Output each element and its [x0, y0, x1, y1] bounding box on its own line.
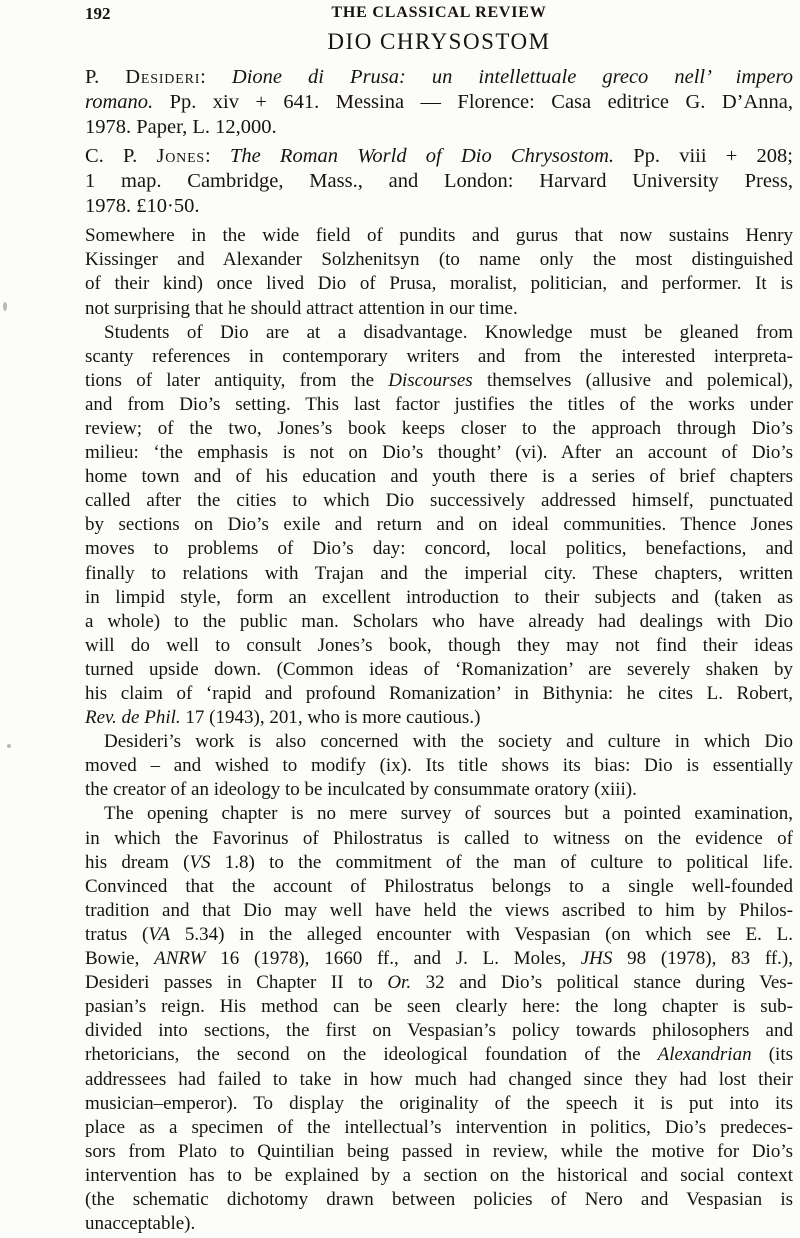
text-segment: Students of Dio are at a disadvantage. Knowledge must be gleaned from: [104, 321, 793, 343]
text-line: [85, 65, 793, 90]
text-line: [85, 995, 793, 1019]
text-segment: of their kind) once lived Dio of Prusa, moralist, politician, and performer. It is: [85, 273, 793, 295]
text-segment: :: [200, 66, 232, 88]
text-line: [85, 369, 793, 393]
journal-title: THE CLASSICAL REVIEW: [331, 4, 547, 21]
smallcaps-segment: Jones: [156, 144, 206, 167]
text-segment: unacceptable).: [85, 1213, 196, 1235]
text-segment: Somewhere in the wide field of pundits and gurus that now sustains Henry: [85, 225, 793, 247]
text-segment: in limpid style, form an excellent introduction to their subjects and (taken as: [85, 586, 793, 608]
text-segment: The opening chapter is no mere survey of sources but a pointed examination,: [104, 803, 793, 825]
text-line: [85, 537, 793, 561]
text-segment: musician–emperor). To display the originality of the speech it is put into its: [85, 1092, 793, 1114]
text-segment: C. P.: [85, 144, 157, 167]
text-segment: Desideri’s work is also concerned with the society and culture in which Dio: [104, 731, 793, 753]
text-segment: not surprising that he should attract attention in our time.: [85, 297, 518, 319]
text-segment: pasian’s reign. His method can be seen clearly here: the long chapter is sub-: [85, 996, 793, 1018]
text-segment: 32 and Dio’s political stance during Ves-: [411, 972, 793, 994]
text-line: [85, 224, 793, 248]
text-segment: 1 map. Cambridge, Mass., and London: Harvard University Press,: [85, 169, 793, 192]
text-segment: scanty references in contemporary writers and from the interested interpreta-: [85, 345, 793, 367]
text-line: [85, 586, 793, 610]
text-line: [85, 297, 793, 321]
text-line: [85, 1019, 793, 1043]
text-line: [85, 658, 793, 682]
text-segment: :: [205, 144, 230, 167]
text-line: [85, 1212, 793, 1236]
text-line: [85, 1116, 793, 1140]
text-segment: Bowie,: [85, 948, 155, 970]
text-segment: themselves (allusive and polemical),: [472, 369, 793, 391]
page-number: 192: [85, 4, 111, 23]
text-line: [85, 947, 793, 971]
italic-segment: romano.: [85, 91, 154, 114]
text-line: [85, 923, 793, 947]
text-segment: sors from Plato to Quintilian being passed in review, while the motive for Dio’s: [85, 1140, 793, 1162]
text-line: [85, 778, 793, 802]
text-segment: his claim of ‘rapid and profound Romanization’ in Bithynia: he cites L. Robert,: [85, 683, 793, 704]
text-line: [85, 1068, 793, 1092]
text-segment: 1.8) to the commitment of the man of culture to political life.: [210, 851, 793, 873]
text-segment: 1978. Paper, L. 12,000.: [85, 116, 277, 139]
citation-list: [85, 65, 793, 219]
smallcaps-segment: Desideri: [125, 66, 201, 88]
article-title: DIO CHRYSOSTOM: [327, 29, 551, 54]
text-line: [85, 754, 793, 778]
text-line: [85, 971, 793, 995]
italic-segment: Alexandrian: [657, 1044, 752, 1066]
text-segment: moved – and wished to modify (ix). Its title shows its bias: Dio is essentially: [85, 755, 793, 777]
text-line: [85, 90, 793, 115]
text-line: [85, 417, 793, 441]
text-segment: moves to problems of Dio’s day: concord, local politics, benefactions, and: [85, 538, 793, 560]
text-segment: place as a specimen of the intellectual’s intervention in politics, Dio’s predeces-: [85, 1116, 793, 1138]
text-segment: tions of later antiquity, from the: [85, 369, 389, 391]
text-line: [85, 1043, 793, 1067]
text-line: [85, 802, 793, 826]
text-line: [85, 1164, 793, 1188]
text-segment: a whole) to the public man. Scholars who have already had dealings with Dio: [85, 610, 793, 632]
text-line: [85, 827, 793, 851]
text-segment: addressees had failed to take in how much had changed since they had lost their: [85, 1068, 793, 1090]
text-segment: divided into sections, the first on Vespasian’s policy towards philosophers and: [85, 1020, 793, 1042]
text-line: [85, 706, 793, 730]
text-segment: in which the Favorinus of Philostratus is called to witness on the evidence of: [85, 827, 793, 849]
body-paragraph-2: [85, 321, 793, 731]
text-line: [85, 321, 793, 345]
text-line: [85, 345, 793, 369]
running-head: [85, 0, 793, 24]
text-line: [85, 1092, 793, 1116]
text-segment: 5.34) in the alleged encounter with Vespasian (on which see E. L.: [170, 923, 793, 945]
text-line: [85, 144, 793, 169]
text-segment: called after the cities to which Dio successively addressed himself, punctuated: [85, 490, 793, 512]
text-line: [85, 610, 793, 634]
body-paragraph-3: [85, 730, 793, 802]
italic-segment: Discourses: [388, 369, 473, 391]
text-segment: (its: [751, 1044, 794, 1066]
text-segment: turned upside down. (Common ideas of ‘Romanization’ are severely shaken by: [85, 658, 793, 680]
scan-artifact: [7, 744, 11, 748]
text-line: [85, 169, 793, 194]
text-line: [85, 562, 793, 586]
text-line: [85, 634, 793, 658]
text-segment: finally to relations with Trajan and the imperial city. These chapters, written: [85, 562, 793, 584]
text-block: [85, 0, 793, 1236]
body-paragraph-1: [85, 224, 793, 320]
text-segment: Desideri passes in Chapter II to: [85, 972, 388, 994]
text-segment: 16 (1978), 1660 ff., and J. L. Moles,: [205, 948, 581, 970]
italic-segment: Or.: [387, 972, 412, 994]
text-line: [85, 465, 793, 489]
text-segment: his dream (: [85, 851, 190, 873]
citation-desideri: [85, 65, 793, 141]
body-paragraph-4: [85, 802, 793, 1236]
text-segment: Convinced that the account of Philostratus belongs to a single well-founded: [85, 875, 793, 897]
text-segment: P.: [85, 66, 126, 88]
text-line: [85, 441, 793, 465]
italic-segment: Rev. de Phil.: [85, 707, 181, 729]
text-segment: Pp. viii + 208;: [614, 144, 793, 167]
text-line: [85, 115, 793, 140]
text-segment: Pp. xiv + 641. Messina — Florence: Casa editrice G. D’Anna,: [153, 91, 793, 114]
text-segment: and from Dio’s setting. This last factor justifies the titles of the works under: [85, 393, 793, 415]
italic-segment: ANRW: [154, 948, 206, 970]
text-segment: will do well to consult Jones’s book, though they may not find their ideas: [85, 634, 793, 656]
italic-segment: The Roman World of Dio Chrysostom.: [229, 144, 614, 167]
text-segment: review; of the two, Jones’s book keeps closer to the approach through Dio’s: [85, 417, 793, 439]
text-segment: rhetoricians, the second on the ideological foundation of the: [85, 1044, 658, 1066]
text-segment: intervention has to be explained by a section on the historical and social context: [85, 1164, 793, 1186]
italic-segment: VS: [189, 851, 211, 873]
text-line: [85, 682, 793, 706]
italic-segment: VA: [148, 923, 171, 945]
text-line: [85, 730, 793, 754]
scan-artifact: [3, 302, 7, 311]
text-segment: 98 (1978), 83 ff.),: [612, 948, 793, 970]
text-segment: 1978. £10·50.: [85, 195, 200, 218]
text-line: [85, 393, 793, 417]
citation-jones: [85, 144, 793, 220]
italic-segment: Dione di Prusa: un intellettuale greco nell’ impero: [231, 66, 793, 88]
text-segment: (the schematic dichotomy drawn between policies of Nero and Vespasian is: [85, 1188, 793, 1210]
text-line: [85, 1140, 793, 1164]
text-line: [85, 272, 793, 296]
italic-segment: JHS: [580, 948, 613, 970]
text-line: [85, 513, 793, 537]
text-segment: home town and of his education and youth there is a series of brief chapters: [85, 466, 793, 488]
text-line: [85, 851, 793, 875]
text-line: [85, 489, 793, 513]
text-segment: by sections on Dio’s exile and return and on ideal communities. Thence Jones: [85, 514, 793, 536]
text-segment: tratus (: [85, 923, 149, 945]
text-line: [85, 1188, 793, 1212]
text-segment: tradition and that Dio may well have held the views ascribed to him by Philos-: [85, 899, 793, 921]
text-line: [85, 248, 793, 272]
text-segment: Kissinger and Alexander Solzhenitsyn (to name only the most distinguished: [85, 249, 793, 271]
text-segment: the creator of an ideology to be inculcated by consummate oratory (xiii).: [85, 779, 637, 801]
review-paragraphs: [85, 224, 793, 1236]
text-segment: milieu: ‘the emphasis is not on Dio’s thought’ (vi). After an account of Dio’s: [85, 442, 793, 464]
text-line: [85, 875, 793, 899]
text-line: [85, 899, 793, 923]
text-segment: 17 (1943), 201, who is more cautious.): [180, 707, 481, 729]
text-line: [85, 194, 793, 219]
